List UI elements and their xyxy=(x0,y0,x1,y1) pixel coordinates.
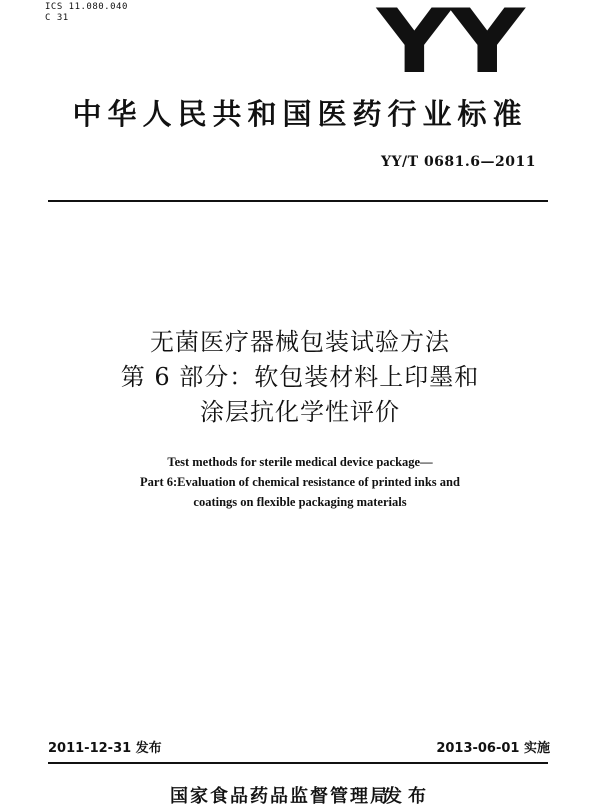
issue-date: 2011-12-31 发布 xyxy=(48,741,162,756)
ccs-code: C 31 xyxy=(45,13,69,23)
ics-classification xyxy=(45,2,128,24)
title-cn-line3: 涂层抗化学性评价 xyxy=(200,398,400,426)
top-divider xyxy=(48,200,548,202)
title-en-line1: Test methods for sterile medical device package— xyxy=(167,455,433,469)
standard-category-title: 中华人民共和国医药行业标准 xyxy=(72,97,528,131)
bottom-divider xyxy=(48,762,548,764)
ics-code: ICS 11.080.040 xyxy=(45,2,128,12)
title-en-line3: coatings on flexible packaging materials xyxy=(193,495,407,509)
yy-logo: YY xyxy=(376,0,522,93)
standard-code: YY/T 0681.6—2011 xyxy=(381,154,536,170)
effective-date: 2013-06-01 实施 xyxy=(436,741,550,756)
title-en-line2: Part 6:Evaluation of chemical resistance of printed inks and xyxy=(140,475,460,489)
issuing-authority: 国家食品药品监督管理局 xyxy=(170,786,390,807)
title-cn-line2: 第 6 部分：软包装材料上印墨和 xyxy=(120,363,480,391)
issuing-authority-suffix: 发布 xyxy=(384,786,432,807)
title-cn-line1: 无菌医疗器械包装试验方法 xyxy=(150,328,450,356)
